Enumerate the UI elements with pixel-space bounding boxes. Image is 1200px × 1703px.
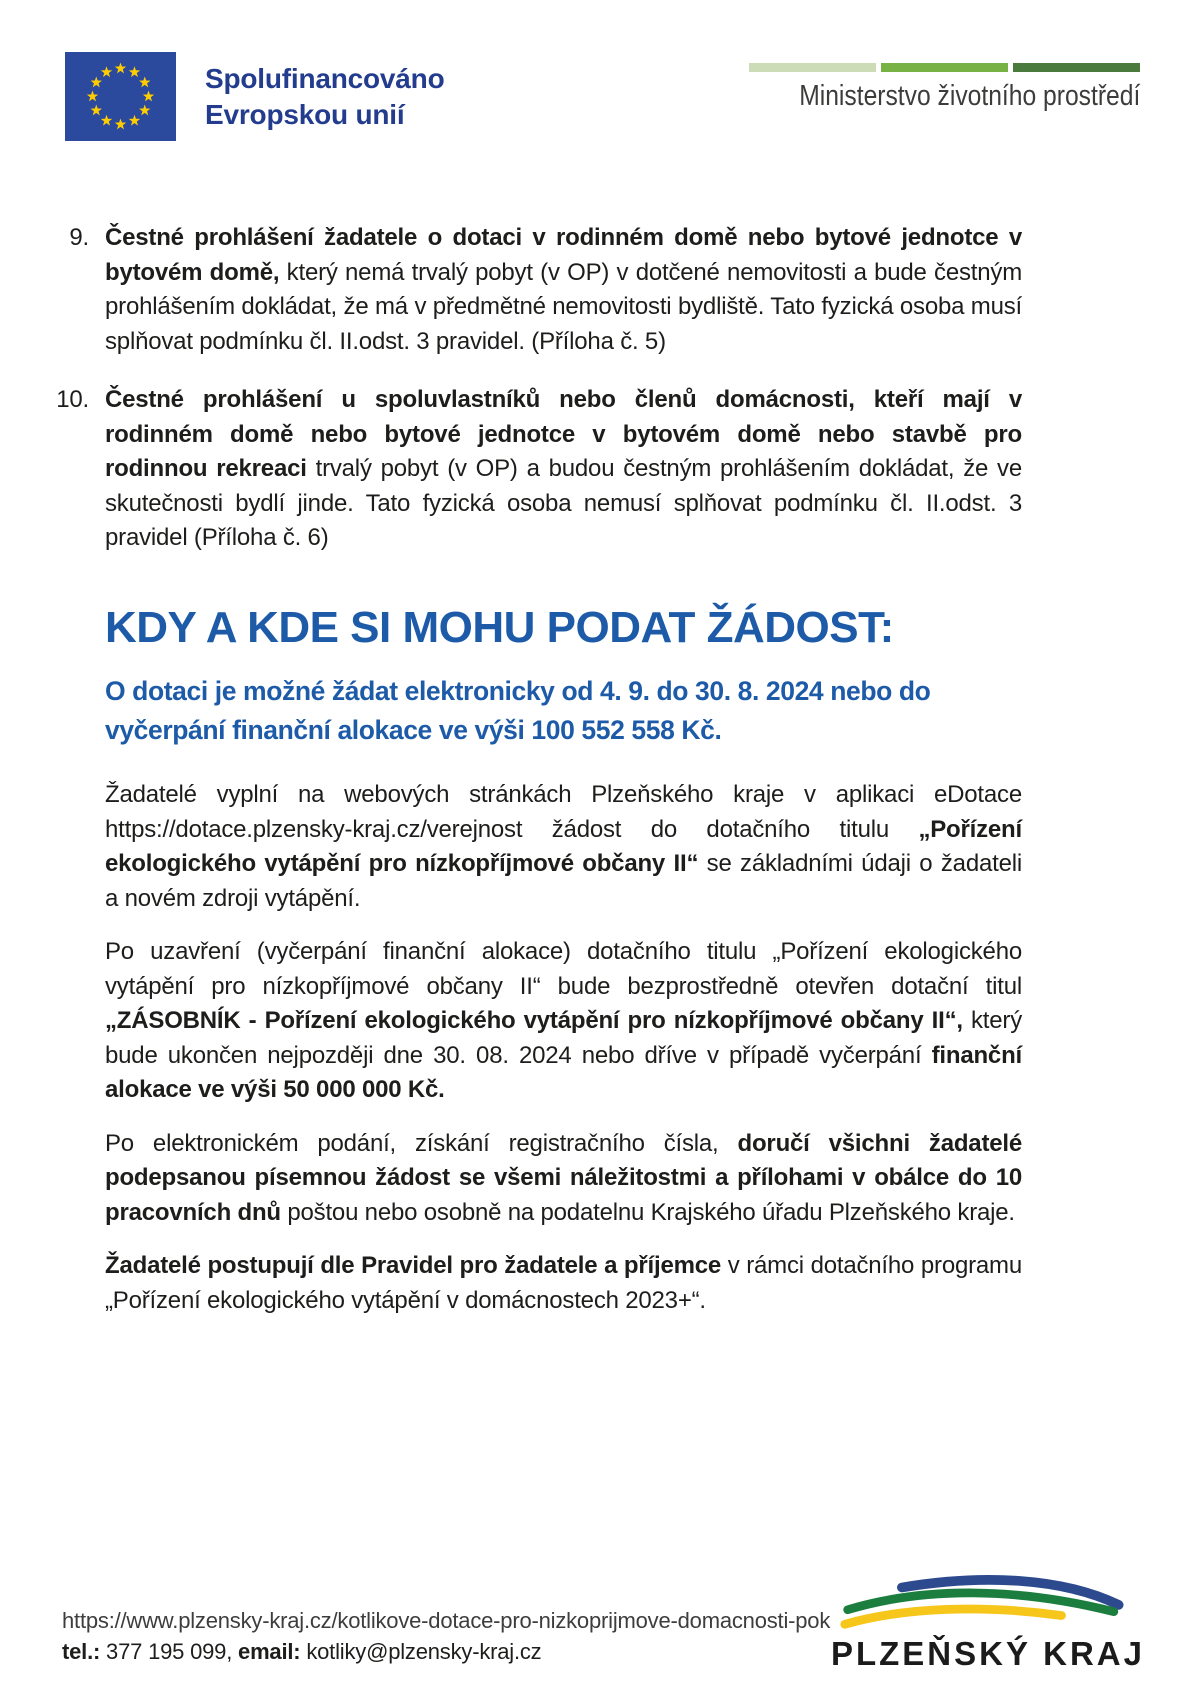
main-content: [56, 221, 1023, 1318]
ministry-bars-icon: [749, 63, 1140, 72]
footer-tel-email-line: [62, 1636, 830, 1667]
footer-contact: [62, 1605, 830, 1667]
list-item-number: 10.: [56, 386, 89, 413]
list-item-text: Čestné prohlášení u spoluvlastníků nebo členů domácnosti, kteří mají v rodinném domě nebo bytové jednotce v bytovém domě nebo stavbě pro rodinnou rekreaci trvalý pobyt (v OP) a budou čestným prohlášením dokládat, že ve skutečnosti bydlí jinde. Tato fyzická osoba nemusí splňovat podmínku čl. II.odst. 3 pravidel (Příloha č. 6): [105, 386, 1023, 551]
eu-flag-icon: [65, 52, 176, 141]
section-title: KDY A KDE SI MOHU PODAT ŽÁDOST:: [105, 602, 894, 652]
list-item-9: [69, 221, 1022, 359]
ministry-bar-light: [749, 63, 876, 72]
eu-logo-text-line2: Evropskou unií: [205, 98, 405, 130]
list-item-text: Čestné prohlášení žadatele o dotaci v rodinném domě nebo bytové jednotce v bytovém domě, který nemá trvalý pobyt (v OP) v dotčené nemovitosti a bude čestným prohlášením dokládat, že má v předmětné nemovitosti bydliště. Tato fyzická osoba musí splňovat podmínku čl. II.odst. 3 pravidel. (Příloha č. 5): [105, 224, 1022, 355]
paragraph-rules: Žadatelé postupují dle Pravidel pro žadatele a příjemce v rámci dotačního programu „Pořízení ekologického vytápění v domácnostech 2023+“.: [105, 1252, 1022, 1314]
eu-logo-text: [205, 61, 444, 133]
paragraph-application: Žadatelé vyplní na webových stránkách Plzeňského kraje v aplikaci eDotace https://dotace.plzensky-kraj.cz/verejnost žádost do dotačního titulu „Pořízení ekologického vytápění pro nízkopříjmové občany II“ se základními údaji o žadateli a novém zdroji vytápění.: [105, 781, 1022, 912]
list-item-10: [56, 383, 1023, 556]
section-intro: O dotaci je možné žádat elektronicky od 4. 9. do 30. 8. 2024 nebo do vyčerpání finanční alokace ve výši 100 552 558 Kč.: [105, 676, 931, 746]
ministry-bar-mid: [881, 63, 1008, 72]
email-label: email:: [238, 1639, 301, 1664]
region-swoosh-icon: [837, 1572, 1139, 1632]
list-item-number: 9.: [69, 224, 89, 251]
eu-cofunded-logo: [65, 52, 444, 141]
header: [65, 52, 1140, 141]
paragraph-delivery: Po elektronickém podání, získání registračního čísla, doručí všichni žadatelé podepsanou písemnou žádost se všemi náležitostmi a přílohami v obálce do 10 pracovních dnů poštou nebo osobně na podatelnu Krajského úřadu Plzeňského kraje.: [105, 1129, 1023, 1226]
paragraph-zasobnik: Po uzavření (vyčerpání finanční alokace) dotačního titulu „Pořízení ekologického vytápění pro nízkopříjmové občany II“ bude bezprostředně otevřen dotační titul „ZÁSOBNÍK - Pořízení ekologického vytápění pro nízkopříjmové občany II“, který bude ukončen nejpozději dne 30. 08. 2024 nebo dříve v případě vyčerpání finanční alokace ve výši 50 000 000 Kč.: [105, 938, 1022, 1104]
tel-value: 377 195 099,: [106, 1639, 233, 1664]
region-wordmark: PLZEŇSKÝ KRAJ: [830, 1635, 1145, 1672]
tel-label: tel.:: [62, 1639, 101, 1664]
email-value: kotliky@plzensky-kraj.cz: [306, 1639, 542, 1664]
footer: [62, 1572, 1145, 1672]
footer-url: https://www.plzensky-kraj.cz/kotlikove-dotace-pro-nizkoprijmove-domacnosti-pok: [62, 1608, 831, 1633]
ministry-bar-dark: [1013, 63, 1140, 72]
ministry-name: Ministerstvo životního prostředí: [798, 80, 1140, 112]
ministry-logo: [739, 52, 1140, 113]
region-logo: [831, 1572, 1145, 1673]
eu-logo-text-line1: Spolufinancováno: [205, 62, 445, 94]
